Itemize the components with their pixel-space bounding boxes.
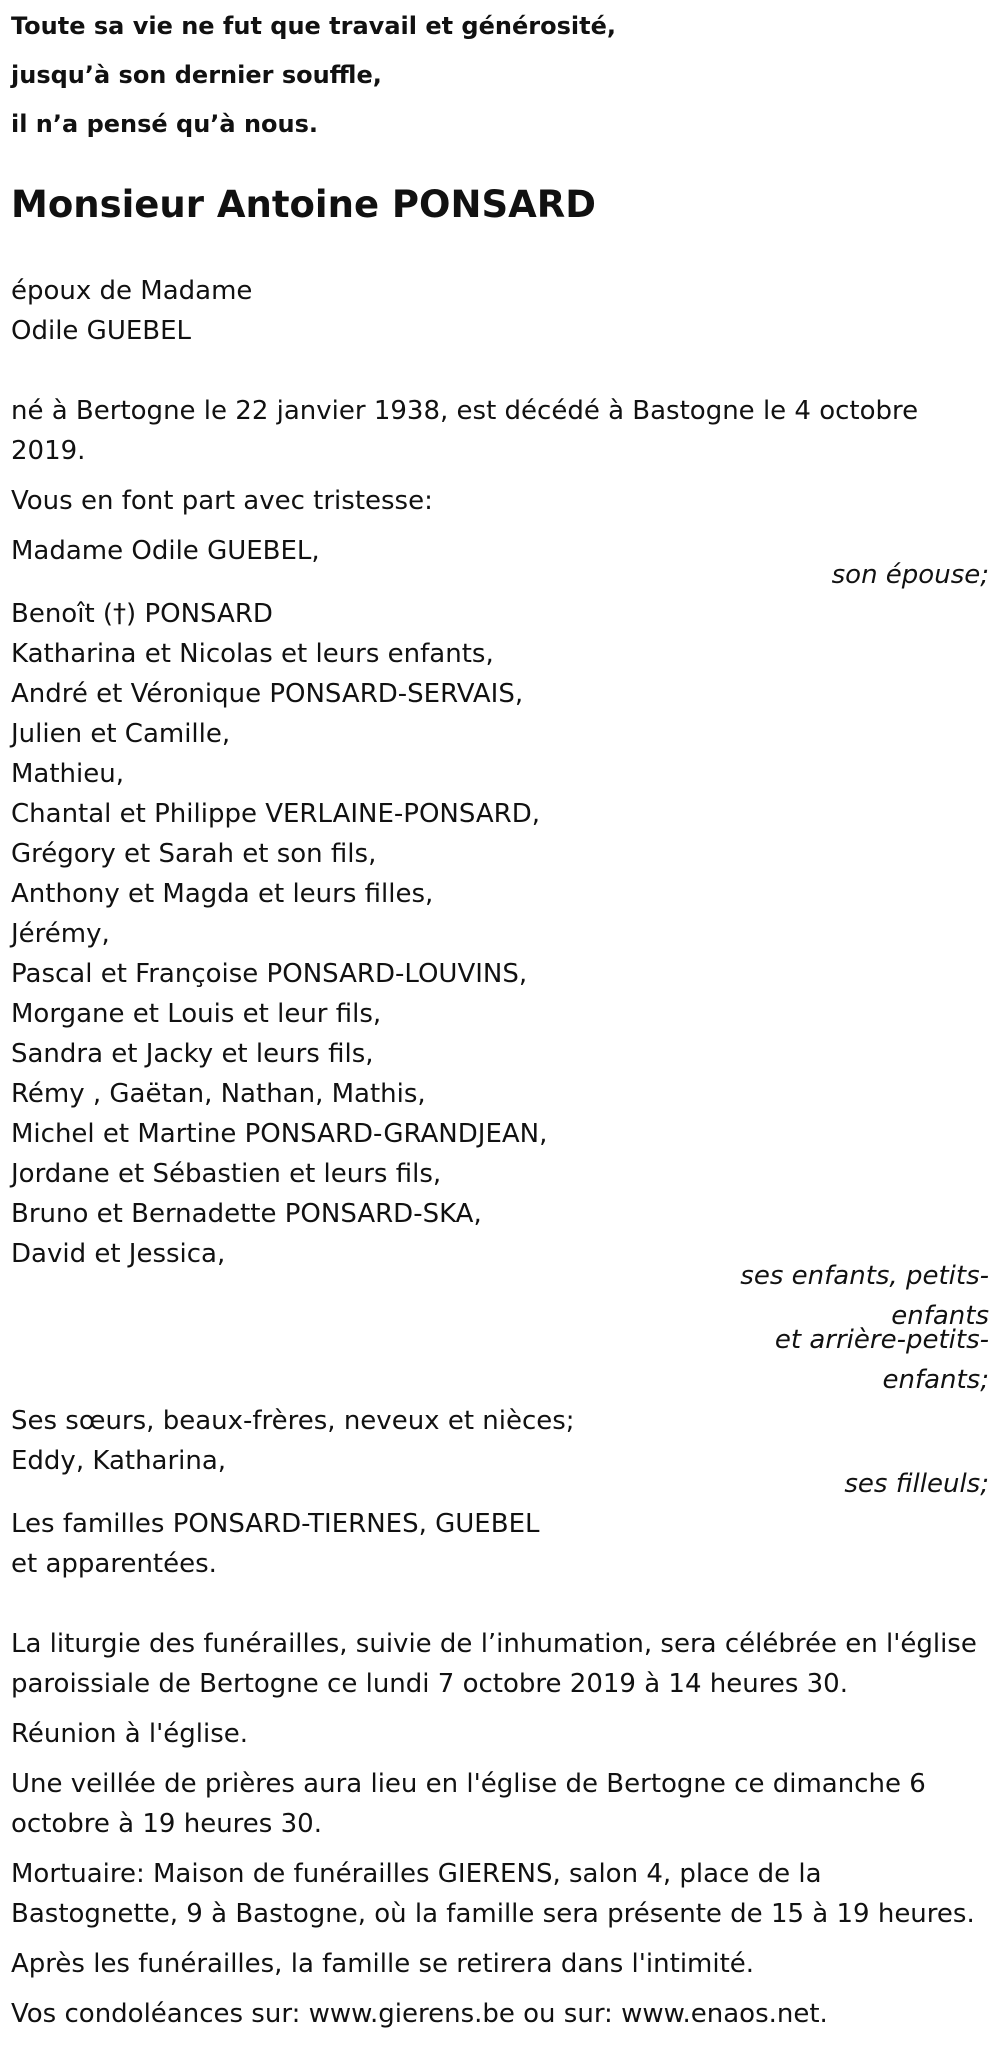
after-funeral-text: Après les funérailles, la famille se retirera dans l'intimité.: [11, 1949, 755, 1979]
mortuary-line-1: Mortuaire: Maison de funérailles GIERENS, salon 4, place de la: [11, 1859, 822, 1889]
child-line: Jordane et Sébastien et leurs fils,: [11, 1159, 442, 1189]
families-line-1: Les familles PONSARD-TIERNES, GUEBEL: [11, 1509, 540, 1539]
condolences-text: Vos condoléances sur: www.gierens.be ou sur: www.enaos.net.: [11, 1999, 828, 2029]
child-line: Pascal et Françoise PONSARD-LOUVINS,: [11, 959, 528, 989]
child-line: Grégory et Sarah et son fils,: [11, 839, 377, 869]
child-line: Julien et Camille,: [11, 719, 231, 749]
quote-line-2: jusqu’à son dernier souffle,: [11, 61, 382, 89]
child-line: Bruno et Bernadette PONSARD-SKA,: [11, 1199, 482, 1229]
child-line: Benoît (†) PONSARD: [11, 599, 273, 629]
mortuary-line-2: Bastognette, 9 à Bastogne, où la famille sera présente de 15 à 19 heures.: [11, 1899, 975, 1929]
vigil-line-1: Une veillée de prières aura lieu en l'église de Bertogne ce dimanche 6: [11, 1769, 926, 1799]
godchildren-names: Eddy, Katharina,: [11, 1446, 227, 1476]
vigil-line-2: octobre à 19 heures 30.: [11, 1809, 322, 1839]
funeral-line-1: La liturgie des funérailles, suivie de l’inhumation, sera célébrée en l'église: [11, 1629, 977, 1659]
children-role-line-2: enfants: [891, 1301, 989, 1331]
child-line: Anthony et Magda et leurs filles,: [11, 879, 434, 909]
families-line-2: et apparentées.: [11, 1549, 217, 1579]
children-role-line-1: ses enfants, petits-: [740, 1261, 989, 1291]
child-line: Mathieu,: [11, 759, 125, 789]
child-line: David et Jessica,: [11, 1239, 226, 1269]
child-line: Katharina et Nicolas et leurs enfants,: [11, 639, 494, 669]
child-line: Chantal et Philippe VERLAINE-PONSARD,: [11, 799, 541, 829]
birth-death-line-1: né à Bertogne le 22 janvier 1938, est décédé à Bastogne le 4 octobre: [11, 396, 919, 426]
funeral-line-2: paroissiale de Bertogne ce lundi 7 octobre 2019 à 14 heures 30.: [11, 1669, 848, 1699]
birth-death-line-2: 2019.: [11, 436, 86, 466]
quote-line-1: Toute sa vie ne fut que travail et générosité,: [11, 12, 616, 40]
spouse-intro-line-1: époux de Madame: [11, 276, 253, 306]
child-line: Rémy , Gaëtan, Nathan, Mathis,: [11, 1079, 426, 1109]
siblings-text: Ses sœurs, beaux-frères, neveux et nièces;: [11, 1406, 575, 1436]
godchildren-role: ses filleuls;: [844, 1469, 989, 1499]
meeting-text: Réunion à l'église.: [11, 1719, 249, 1749]
spouse-intro-line-2: Odile GUEBEL: [11, 316, 192, 346]
announce-text: Vous en font part avec tristesse:: [11, 486, 433, 516]
child-line: Michel et Martine PONSARD-GRANDJEAN,: [11, 1119, 548, 1149]
child-line: Jérémy,: [11, 919, 110, 949]
spouse-name: Madame Odile GUEBEL,: [11, 536, 320, 566]
children-role-line-3: et arrière-petits-: [774, 1325, 989, 1355]
child-line: André et Véronique PONSARD-SERVAIS,: [11, 679, 524, 709]
child-line: Sandra et Jacky et leurs fils,: [11, 1039, 374, 1069]
children-role-line-4: enfants;: [882, 1365, 989, 1395]
quote-line-3: il n’a pensé qu’à nous.: [11, 110, 319, 138]
spouse-role: son épouse;: [831, 560, 989, 590]
deceased-name: Monsieur Antoine PONSARD: [11, 183, 596, 226]
child-line: Morgane et Louis et leur fils,: [11, 999, 382, 1029]
